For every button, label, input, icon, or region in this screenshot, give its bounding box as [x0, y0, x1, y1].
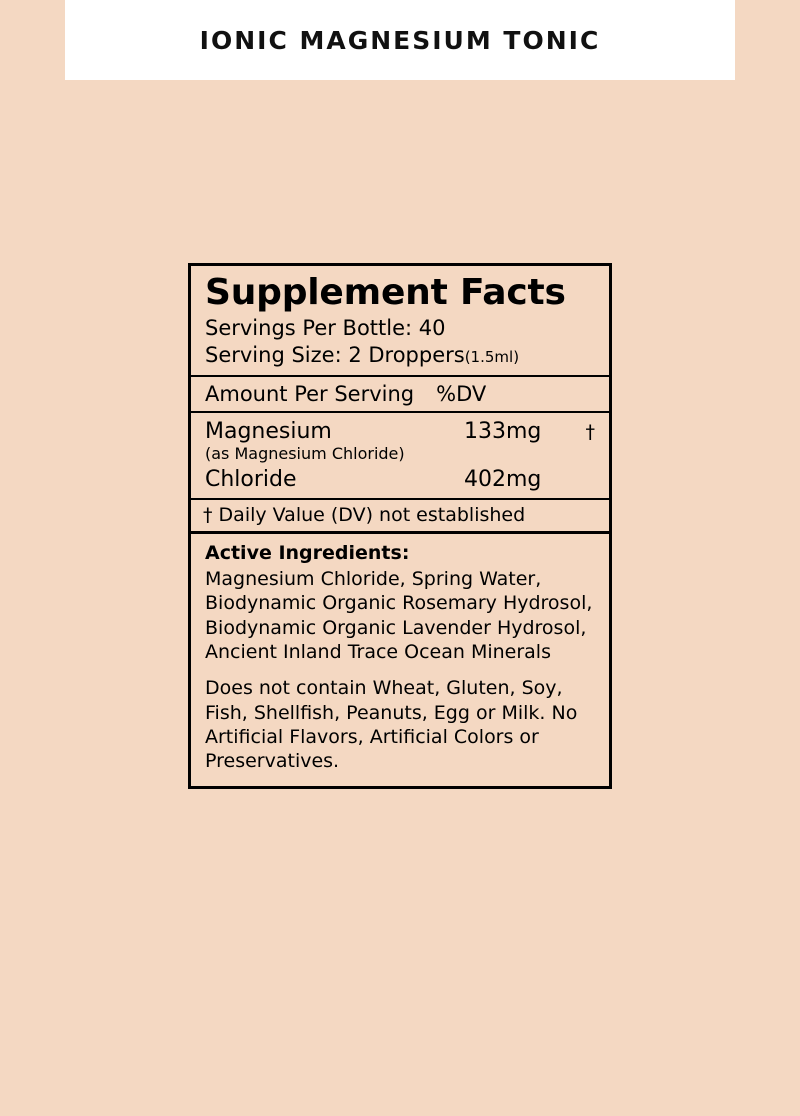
- nutrient-row: [205, 418, 595, 446]
- serving-size-metric: (1.5ml): [464, 347, 520, 366]
- nutrient-list: [191, 413, 609, 500]
- ingredients-section: [191, 534, 609, 785]
- nutrient-amount: 133mg: [464, 418, 542, 444]
- header-banner: [65, 0, 735, 80]
- serving-size-row: [205, 342, 595, 369]
- nutrient-name: Magnesium: [205, 418, 332, 444]
- nutrient-amount: 402mg: [464, 467, 542, 493]
- daily-value-header: %DV: [436, 381, 487, 406]
- nutrient-row: [205, 466, 595, 494]
- serving-size-label: Serving Size: 2 Droppers: [205, 342, 465, 367]
- nutrient-name: Chloride: [205, 467, 297, 493]
- facts-header-section: [191, 266, 609, 377]
- ingredients-heading: Active Ingredients:: [205, 542, 410, 565]
- nutrient-source: (as Magnesium Chloride): [205, 444, 405, 464]
- allergen-statement: Does not contain Wheat, Gluten, Soy, Fish, Shellfish, Peanuts, Egg or Milk. No Artificial Flavors, Artificial Colors or Preservatives.: [205, 677, 578, 773]
- supplement-facts-title: Supplement Facts: [205, 272, 566, 313]
- amount-per-serving-row: [191, 377, 609, 413]
- amount-per-serving-label: Amount Per Serving: [205, 381, 415, 406]
- servings-per-bottle: Servings Per Bottle: 40: [205, 315, 446, 340]
- page-title: IONIC MAGNESIUM TONIC: [199, 25, 601, 55]
- ingredients-body: Magnesium Chloride, Spring Water, Biodynamic Organic Rosemary Hydrosol, Biodynamic Organic Lavender Hydrosol, Ancient Inland Trace Ocean Minerals: [205, 568, 593, 664]
- nutrient-dv: †: [585, 420, 595, 443]
- daily-value-footnote: † Daily Value (DV) not established: [191, 500, 609, 535]
- supplement-facts-panel: [188, 263, 612, 789]
